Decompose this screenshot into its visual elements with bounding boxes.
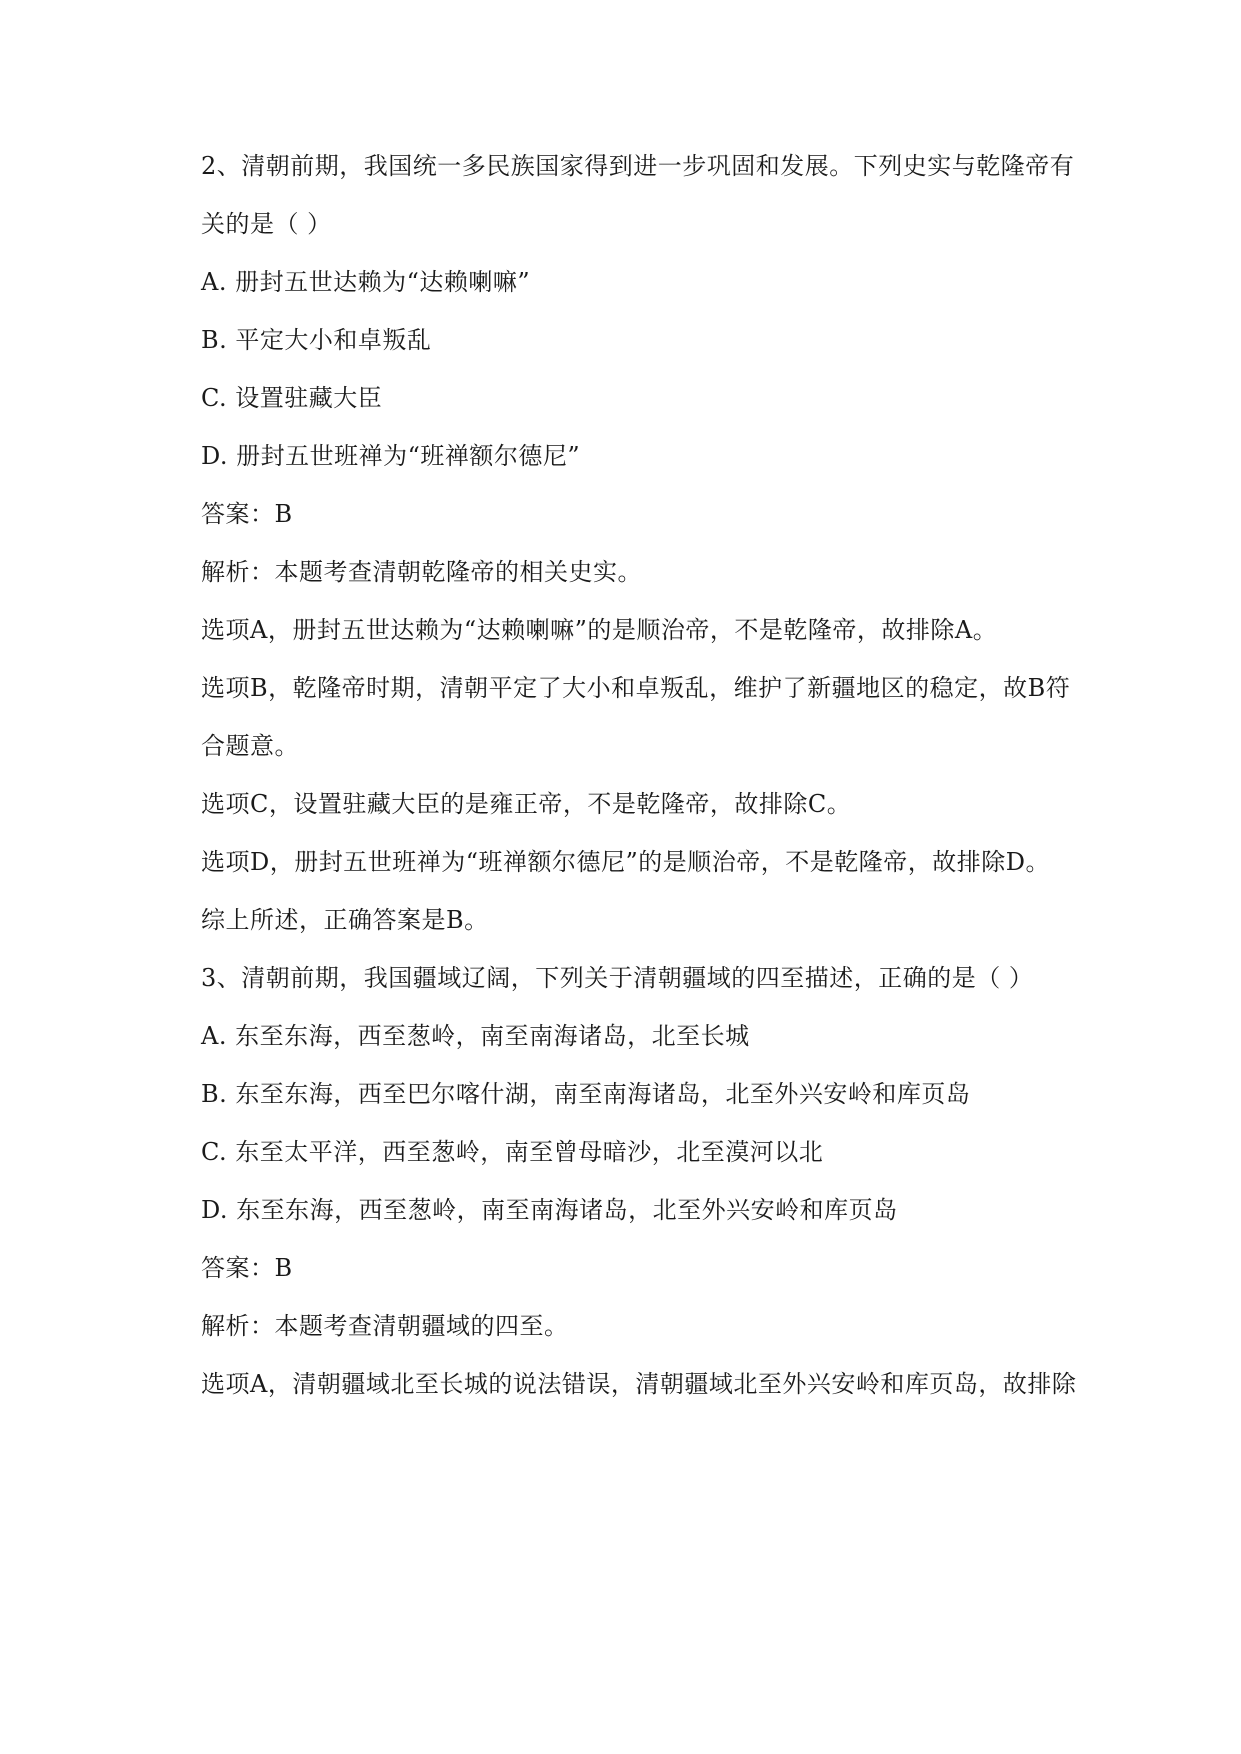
question-2-answer: 答案：B bbox=[201, 500, 293, 528]
question-3-option-d: D. 东至东海，西至葱岭，南至南海诸岛，北至外兴安岭和库页岛 bbox=[201, 1196, 898, 1224]
question-2-option-b: B. 平定大小和卓叛乱 bbox=[201, 326, 432, 354]
question-2-analysis-c: 选项C，设置驻藏大臣的是雍正帝，不是乾隆帝，故排除C。 bbox=[201, 790, 852, 818]
question-2-stem-line-1: 2、清朝前期，我国统一多民族国家得到进一步巩固和发展。下列史实与乾隆帝有 bbox=[201, 152, 1075, 180]
question-3-answer: 答案：B bbox=[201, 1254, 293, 1282]
question-2-option-a: A. 册封五世达赖为“达赖喇嘛” bbox=[201, 268, 531, 296]
question-2-analysis-d: 选项D，册封五世班禅为“班禅额尔德尼”的是顺治帝，不是乾隆帝，故排除D。 bbox=[201, 848, 1051, 876]
question-2-analysis-intro: 解析：本题考查清朝乾隆帝的相关史实。 bbox=[201, 558, 642, 586]
question-3-option-c: C. 东至太平洋，西至葱岭，南至曾母暗沙，北至漠河以北 bbox=[201, 1138, 824, 1166]
question-2-option-c: C. 设置驻藏大臣 bbox=[201, 384, 383, 412]
question-2-analysis-a: 选项A，册封五世达赖为“达赖喇嘛”的是顺治帝，不是乾隆帝，故排除A。 bbox=[201, 616, 998, 644]
question-3-stem: 3、清朝前期，我国疆域辽阔，下列关于清朝疆域的四至描述，正确的是（ ） bbox=[201, 964, 1034, 992]
question-3-analysis-a: 选项A，清朝疆域北至长城的说法错误，清朝疆域北至外兴安岭和库页岛，故排除 bbox=[201, 1370, 1077, 1398]
question-3-option-a: A. 东至东海，西至葱岭，南至南海诸岛，北至长城 bbox=[201, 1022, 750, 1050]
question-2-analysis-b-line-2: 合题意。 bbox=[201, 732, 299, 760]
question-3-analysis-intro: 解析：本题考查清朝疆域的四至。 bbox=[201, 1312, 569, 1340]
question-2-stem-line-2: 关的是（ ） bbox=[201, 210, 332, 238]
question-2-option-d: D. 册封五世班禅为“班禅额尔德尼” bbox=[201, 442, 581, 470]
question-2-summary: 综上所述，正确答案是B。 bbox=[201, 906, 489, 934]
question-3-option-b: B. 东至东海，西至巴尔喀什湖，南至南海诸岛，北至外兴安岭和库页岛 bbox=[201, 1080, 971, 1108]
question-2-analysis-b-line-1: 选项B，乾隆帝时期，清朝平定了大小和卓叛乱，维护了新疆地区的稳定，故B符 bbox=[201, 674, 1071, 702]
